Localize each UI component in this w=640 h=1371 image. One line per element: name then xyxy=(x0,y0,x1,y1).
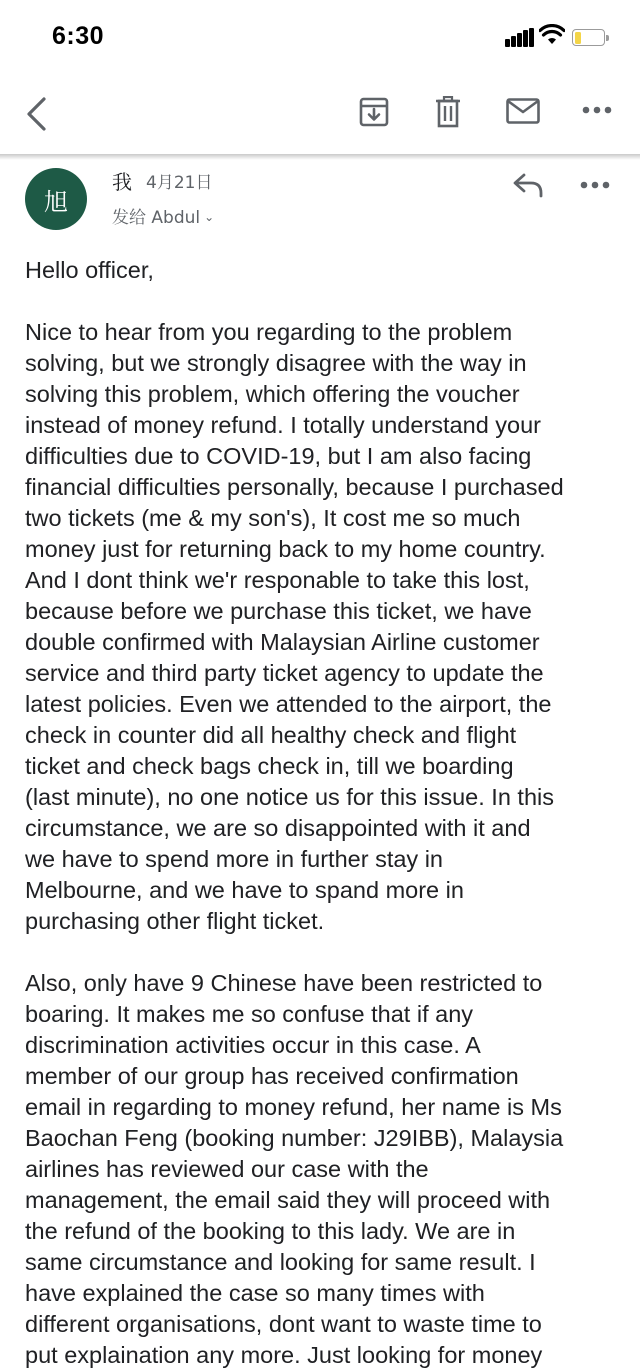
body-line: Nice to hear from you regarding to the problem xyxy=(25,319,513,345)
body-line: solving, but we strongly disagree with the way in xyxy=(25,350,527,376)
body-line: And I dont think we'r responable to take this lost, xyxy=(25,567,530,593)
toolbar-divider xyxy=(0,154,640,160)
more-horizontal-icon[interactable] xyxy=(580,100,614,120)
battery-low-icon xyxy=(572,29,608,46)
body-line: member of our group has received confirmation xyxy=(25,1063,519,1089)
body-line: have explained the case so many times with xyxy=(25,1280,485,1306)
body-line: management, the email said they will proceed with xyxy=(25,1187,551,1213)
body-line: ticket and check bags check in, till we boarding xyxy=(25,753,514,779)
body-line: airlines has reviewed our case with the xyxy=(25,1156,429,1182)
body-line: different organisations, dont want to waste time to xyxy=(25,1311,542,1337)
body-line: Also, only have 9 Chinese have been restricted to xyxy=(25,970,543,996)
back-arrow-icon[interactable] xyxy=(18,94,54,134)
email-paragraph-2 xyxy=(25,968,625,1371)
mail-icon[interactable] xyxy=(504,96,542,126)
body-line: purchasing other flight ticket. xyxy=(25,908,325,934)
recipient-label: 发给 Abdul xyxy=(112,208,201,228)
avatar[interactable]: 旭 xyxy=(25,168,87,230)
body-line: the refund of the booking to this lady. We are in xyxy=(25,1218,516,1244)
email-paragraph-1 xyxy=(25,317,625,937)
trash-icon[interactable] xyxy=(432,94,464,130)
toolbar xyxy=(0,78,640,154)
email-date: 4月21日 xyxy=(146,173,213,193)
status-bar xyxy=(0,0,640,78)
body-line: Baochan Feng (booking number: J29IBB), Malaysia xyxy=(25,1125,564,1151)
wifi-icon xyxy=(539,24,565,46)
body-line: double confirmed with Malaysian Airline customer xyxy=(25,629,540,655)
body-line: we have to spend more in further stay in xyxy=(25,846,443,872)
body-line: put explaination any more. Just looking for money xyxy=(25,1342,543,1368)
body-line: check in counter did all healthy check and flight xyxy=(25,722,517,748)
body-line: because before we purchase this ticket, we have xyxy=(25,598,532,624)
status-time: 6:30 xyxy=(52,22,105,50)
archive-icon[interactable] xyxy=(356,94,392,130)
email-greeting: Hello officer, xyxy=(25,257,154,283)
body-line: email in regarding to money refund, her name is Ms xyxy=(25,1094,562,1120)
body-line: same circumstance and looking for same result. I xyxy=(25,1249,536,1275)
body-line: money just for returning back to my home country. xyxy=(25,536,546,562)
message-more-icon[interactable] xyxy=(580,176,614,196)
recipient-details[interactable] xyxy=(112,203,214,228)
body-line: instead of money refund. I totally understand your xyxy=(25,412,542,438)
reply-icon[interactable] xyxy=(512,172,544,200)
body-line: service and third party ticket agency to update the xyxy=(25,660,544,686)
sender-name: 我 xyxy=(112,170,132,194)
body-line: circumstance, we are so disappointed with it and xyxy=(25,815,531,841)
body-line: (last minute), no one notice us for this issue. In this xyxy=(25,784,555,810)
body-line: Melbourne, and we have to spand more in xyxy=(25,877,464,903)
body-line: discrimination activities occur in this case. A xyxy=(25,1032,481,1058)
body-line: latest policies. Even we attended to the airport, the xyxy=(25,691,552,717)
body-line: solving this problem, which offering the voucher xyxy=(25,381,520,407)
body-line: difficulties due to COVID-19, but I am also facing xyxy=(25,443,532,469)
email-body xyxy=(25,255,625,1371)
chevron-down-icon: ⌄ xyxy=(204,210,215,224)
body-line: boaring. It makes me so confuse that if any xyxy=(25,1001,474,1027)
signal-icon xyxy=(505,27,533,47)
body-line: financial difficulties personally, because I purchased xyxy=(25,474,564,500)
body-line: two tickets (me & my son's), It cost me so much xyxy=(25,505,521,531)
